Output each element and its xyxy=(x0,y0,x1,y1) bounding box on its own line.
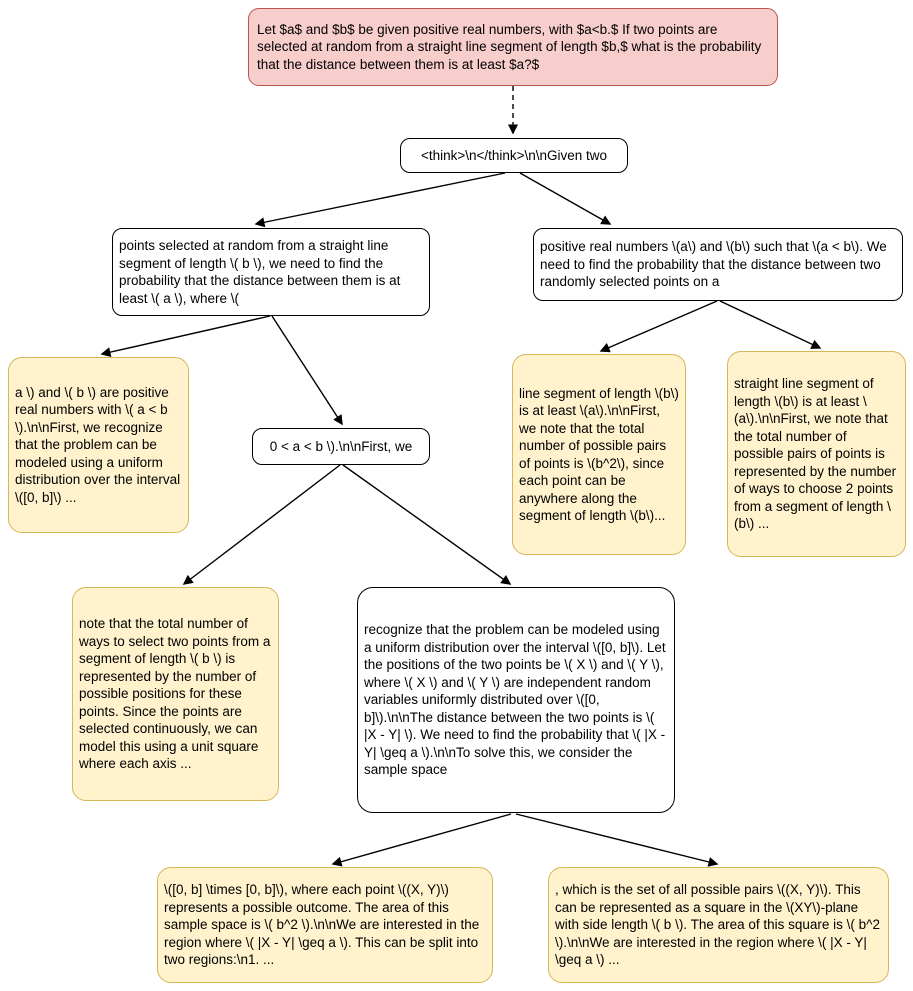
node-yellow-note xyxy=(72,587,279,801)
node-white-0ab xyxy=(252,428,430,465)
edge-left-branch-to-white-0ab xyxy=(272,316,342,424)
node-yellow-which-set-text: , which is the set of all possible pairs \((X, Y)\). This can be represented as a square in the \(XY\)-plane with side length \( b \). The area of this square is \( b^2 \).\n\nWe are interested in the region where \( |X - Y| \geq a \) ... xyxy=(555,882,880,968)
node-yellow-which-set xyxy=(548,867,889,983)
node-yellow-sample-space-text: \([0, b] \times [0, b]\), where each point \((X, Y)\) represents a possible outcome. The area of this sample space is \( b^2 \).\n\nWe are interested in the region where \( |X - Y| \geq a \). This can be split into two regions:\n1. ... xyxy=(164,882,480,968)
node-yellow-line-segment xyxy=(512,354,686,555)
edge-think-to-right-branch xyxy=(520,173,610,224)
node-white-recognize xyxy=(357,587,675,813)
node-yellow-ab-text: a \) and \( b \) are positive real numbers with \( a < b \).\n\nFirst, we recognize that the problem can be modeled using a uniform distribution over the interval \([0, b]\) ... xyxy=(15,384,181,505)
node-left-branch xyxy=(112,228,430,316)
node-right-branch-text: positive real numbers \(a\) and \(b\) such that \(a < b\). We need to find the probability that the distance between two randomly selected points on a xyxy=(540,239,887,290)
edge-think-to-left-branch xyxy=(256,173,505,224)
node-think xyxy=(400,138,628,173)
edge-white-0ab-to-white-recognize xyxy=(343,465,510,584)
node-left-branch-text: points selected at random from a straight line segment of length \( b \), we need to find the probability that the distance between them is at least \( a \), where \( xyxy=(119,238,401,306)
node-white-recognize-text: recognize that the problem can be modeled using a uniform distribution over the interval \([0, b]\). Let the positions of the two points be \( X \) and \( Y \), where \( X \) and \( Y \) are independent random variables uniformly distributed over \([0, b]\).\n\nThe distance between the two points is \( |X - Y| \). We need to find the probability that \( |X - Y| \geq a \).\n\nTo solve this, we consider the sample space xyxy=(364,622,666,778)
node-yellow-sample-space xyxy=(157,867,493,983)
edge-left-branch-to-yellow-ab xyxy=(102,316,270,354)
node-yellow-line-segment-text: line segment of length \(b\) is at least \(a\).\n\nFirst, we note that the total number of possible pairs of points is \(b^2\), since each point can be anywhere along the segment of length \(b\)... xyxy=(519,385,679,523)
edge-white-recognize-to-yellow-sample-space xyxy=(333,814,511,864)
node-white-0ab-text: 0 < a < b \).\n\nFirst, we xyxy=(269,438,413,454)
node-yellow-straight-line-text: straight line segment of length \(b\) is at least \(a\).\n\nFirst, we note that the total number of possible pairs of points is represented by the number of ways to choose 2 points from a segment of length \(b\) ... xyxy=(734,376,897,532)
edge-white-recognize-to-yellow-which-set xyxy=(516,814,717,864)
edge-right-branch-to-yellow-straight-line xyxy=(720,301,820,348)
node-root-question xyxy=(248,8,778,86)
node-yellow-straight-line xyxy=(727,351,906,557)
edge-right-branch-to-yellow-line-segment xyxy=(601,301,717,351)
node-yellow-note-text: note that the total number of ways to select two points from a segment of length \( b \) is represented by the number of possible positions for these points. Since the points are selected continuously, we can model this using a unit square where each axis ... xyxy=(79,616,271,772)
node-yellow-ab xyxy=(8,357,189,533)
edge-white-0ab-to-yellow-note xyxy=(184,465,340,584)
node-right-branch xyxy=(533,228,903,301)
node-root-question-text: Let $a$ and $b$ be given positive real numbers, with $a<b.$ If two points are selected at random from a straight line segment of length $b,$ what is the probability that the distance between them is at least $a?$ xyxy=(257,21,762,72)
node-think-text: <think>\n</think>\n\nGiven two xyxy=(420,147,608,163)
